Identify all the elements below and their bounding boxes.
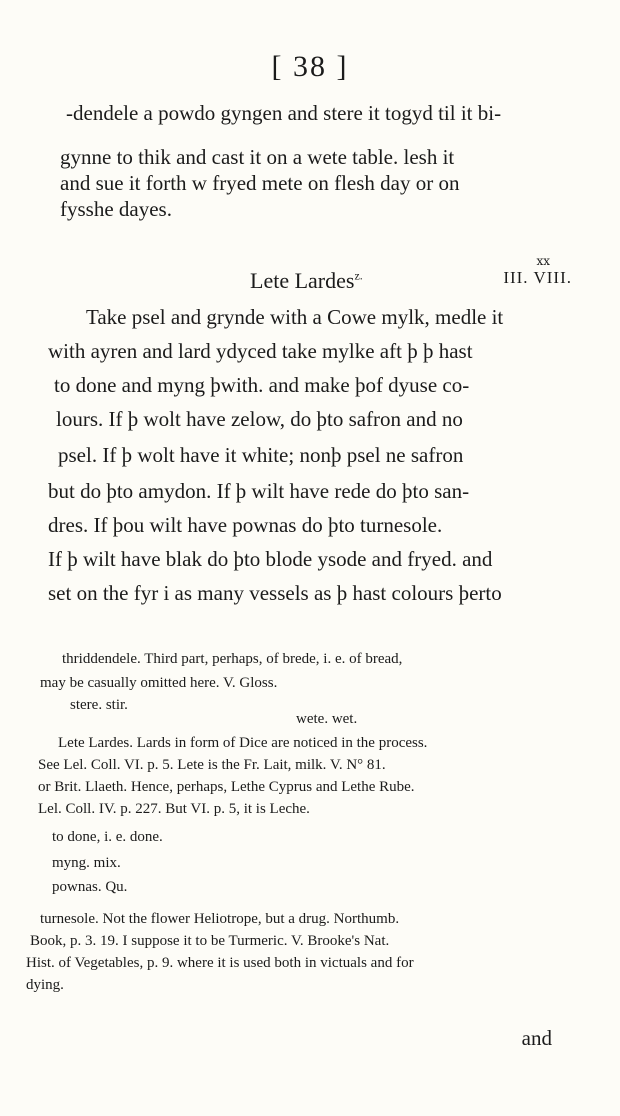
footnote-line: to done, i. e. done.: [52, 829, 163, 845]
footnote-line: Lete Lardes. Lards in form of Dice are noticed in the process.: [58, 735, 428, 751]
footnote-line: thriddendele. Third part, perhaps, of brede, i. e. of bread,: [62, 651, 403, 667]
recipe-title: Lete Lardes$^{z.}$: [250, 268, 363, 293]
text-line: lours. If þ wolt have zelow, do þto safron and no: [56, 407, 463, 431]
footnote-line: stere. stir.: [70, 697, 128, 713]
text-line: -dendele a powdo gyngen and stere it togyd til it bi-: [66, 101, 502, 125]
text-line: to done and myng þwith. and make þof dyuse co-: [54, 373, 470, 397]
text-line: Take psel and grynde with a Cowe mylk, medle it: [86, 305, 504, 329]
text-line: psel. If þ wolt have it white; nonþ psel ne safron: [58, 443, 464, 467]
page-number: [ 38 ]: [271, 50, 349, 83]
catchword: and: [521, 1026, 552, 1050]
footnote-line: Lel. Coll. IV. p. 227. But VI. p. 5, it is Leche.: [38, 801, 310, 817]
text-line: gynne to thik and cast it on a wete table. lesh it: [60, 145, 455, 169]
recipe-number: III. VIII.: [503, 268, 572, 287]
text-line: If þ wilt have blak do þto blode ysode and fryed. and: [48, 547, 493, 571]
text-line: with ayren and lard ydyced take mylke aft þ þ hast: [48, 339, 473, 363]
footnote-line: or Brit. Llaeth. Hence, perhaps, Lethe Cyprus and Lethe Rube.: [38, 779, 415, 795]
footnote-line: See Lel. Coll. VI. p. 5. Lete is the Fr. Lait, milk. V. N° 81.: [38, 757, 386, 773]
recipe-heading: [0, 254, 620, 300]
text-line: dres. If þou wilt have pownas do þto turnesole.: [48, 513, 443, 537]
text-line: set on the fyr i as many vessels as þ hast colours þerto: [48, 581, 502, 605]
footnote-line: dying.: [26, 977, 64, 993]
text-line: and sue it forth w fryed mete on flesh day or on: [60, 171, 460, 195]
footnote-line: Hist. of Vegetables, p. 9. where it is used both in victuals and for: [26, 955, 414, 971]
footnote-line: turnesole. Not the flower Heliotrope, but a drug. Northumb.: [40, 911, 400, 927]
footnote-line: myng. mix.: [52, 855, 121, 871]
footnote-line: may be casually omitted here. V. Gloss.: [40, 675, 278, 691]
footnote-line: Book, p. 3. 19. I suppose it to be Turmeric. V. Brooke's Nat.: [30, 933, 390, 949]
text-line: fysshe dayes.: [60, 197, 172, 221]
recipe-number-superscript: xx: [536, 254, 550, 268]
footnote-line: wete. wet.: [296, 711, 358, 727]
footnote-line: pownas. Qu.: [52, 879, 128, 895]
text-line: but do þto amydon. If þ wilt have rede do þto san-: [48, 479, 470, 503]
